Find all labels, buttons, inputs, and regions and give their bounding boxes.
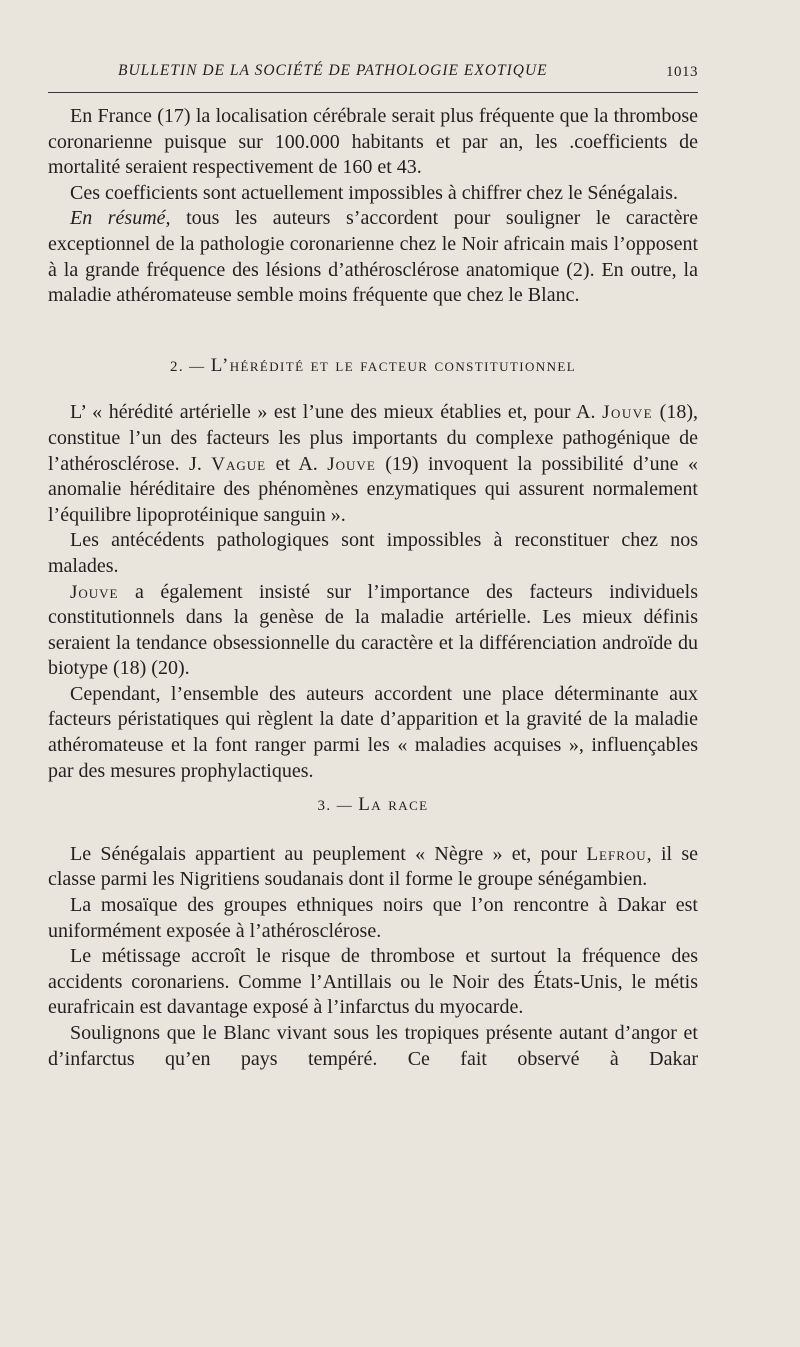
paragraph-france: En France (17) la localisation cérébrale serait plus fréquente que la thrombose coronarienne puisque sur 100.000 habitants et par an, les .coefficients de mortalité seraient respectivement de 160 et 43. bbox=[48, 105, 698, 179]
jouve-text: a également insisté sur l’importance des facteurs individuels constitutionnels dans la genèse de la maladie artérielle. Les mieux définis seraient la tendance obsessionnelle du caractère et la différenciation androïde du biotype (18) (20). bbox=[48, 580, 698, 680]
senegalais-text-b: , il se classe parmi les Nigritiens soudanais dont il forme le groupe sénégambien. bbox=[48, 842, 698, 891]
paragraph-senegalais bbox=[48, 842, 698, 893]
senegalais-text-a: Le Sénégalais appartient au peuplement « Nègre » et, pour bbox=[70, 842, 587, 865]
author-lefrou: Lefrou bbox=[586, 843, 647, 865]
paragraph-resume bbox=[48, 206, 698, 308]
section-heading-heredite bbox=[48, 353, 698, 381]
resume-text: tous les auteurs s’accordent pour souligner le caractère exceptionnel de la pathologie coronarienne chez le Noir africain mais l’opposent à la grande fréquence des lésions d’athérosclérose anatomique (2). En outre, la maladie athéromateuse semble moins fréquente que chez le Blanc. bbox=[48, 207, 698, 307]
paragraph-cependant: Cependant, l’ensemble des auteurs accordent une place déterminante aux facteurs péristatiques qui règlent la date d’apparition et la gravité de la maladie athéromateuse et la font ranger parmi les « maladies acquises », influençables par des mesures prophylactiques. bbox=[48, 682, 698, 782]
paragraph-jouve bbox=[48, 580, 698, 682]
section-heading-race bbox=[48, 792, 698, 820]
author-vague: Vague bbox=[211, 453, 267, 475]
heredite-text-c: et A. bbox=[266, 452, 328, 475]
author-jouve-3: Jouve bbox=[70, 581, 119, 603]
paragraph-heredite bbox=[48, 400, 698, 528]
author-jouve-2: Jouve bbox=[327, 453, 376, 475]
section-3-title: La race bbox=[358, 794, 429, 816]
heredite-text-a: L’ « hérédité artérielle » est l’une des mieux établies et, pour A. bbox=[70, 401, 603, 424]
paragraph-coefficients: Ces coefficients sont actuellement impossibles à chiffrer chez le Sénégalais. bbox=[70, 181, 678, 204]
paragraph-metissage: Le métissage accroît le risque de thrombose et surtout la fréquence des accidents coronariens. Comme l’Antillais ou le Noir des États-Unis, le métis eurafricain est davantage exposé à l’infarctus du myocarde. bbox=[48, 945, 698, 1019]
resume-lead: En résumé, bbox=[70, 207, 171, 230]
section-2-title: L’hérédité et le facteur constitutionnel bbox=[210, 354, 577, 376]
body-text bbox=[48, 104, 698, 1072]
section-2-number: 2. — bbox=[169, 358, 206, 375]
header-rule bbox=[48, 92, 698, 93]
section-3-number: 3. — bbox=[317, 798, 354, 815]
paragraph-soulignons: Soulignons que le Blanc vivant sous les tropiques présente autant d’angor et d’infarctus qu’en pays tempéré. Ce fait observé à Dakar bbox=[48, 1022, 698, 1070]
journal-title: BULLETIN DE LA SOCIÉTÉ DE PATHOLOGIE EXOTIQUE bbox=[118, 62, 548, 79]
author-jouve: Jouve bbox=[602, 402, 654, 424]
heredite-text-d: (19) invoquent la possibilité d’une « anomalie héréditaire des phénomènes enzymatiques qui assurent normalement l’équilibre lipoprotéinique sanguin ». bbox=[48, 452, 698, 526]
paragraph-mosaique: La mosaïque des groupes ethniques noirs que l’on rencontre à Dakar est uniformément exposée à l’athérosclérose. bbox=[48, 894, 698, 942]
page-number: 1013 bbox=[666, 64, 698, 80]
paragraph-antecedents: Les antécédents pathologiques sont impossibles à reconstituer chez nos malades. bbox=[48, 529, 698, 577]
running-header bbox=[48, 62, 698, 86]
heredite-text-b: (18), constitue l’un des facteurs les plus importants du complexe pathogénique de l’athérosclérose. J. bbox=[48, 401, 698, 475]
